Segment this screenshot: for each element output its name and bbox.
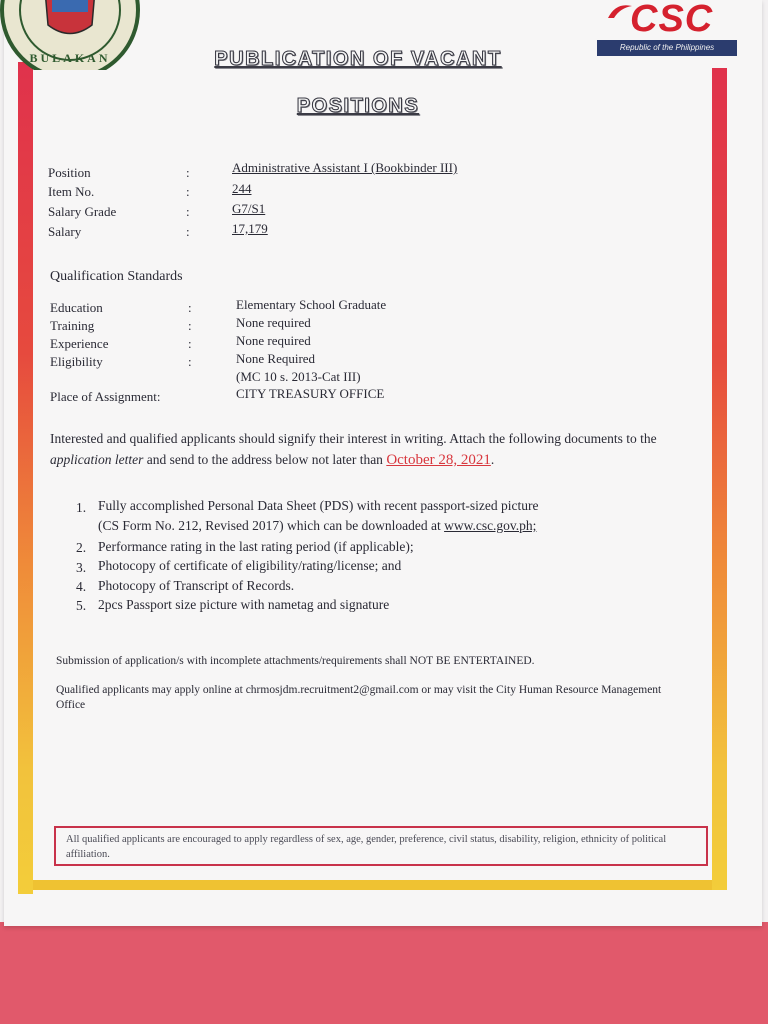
list-item: Photocopy of Transcript of Records. xyxy=(98,578,295,593)
instructions-end: . xyxy=(490,452,495,467)
page-title-line1: PUBLICATION OF VACANT xyxy=(214,48,502,70)
colon: : xyxy=(188,354,192,369)
submission-note: Submission of application/s with incomplete attachments/requirements shall NOT BE ENTERTAINED. xyxy=(56,655,535,667)
csc-logo: CSC xyxy=(630,0,714,40)
item-no-value: 244 xyxy=(232,181,252,196)
assignment-value: CITY TREASURY OFFICE xyxy=(236,386,385,401)
csc-website-link[interactable]: www.csc.gov.ph; xyxy=(444,518,537,533)
border-right xyxy=(712,68,727,890)
colon: : xyxy=(186,224,190,239)
border-bottom xyxy=(33,880,712,890)
equal-opportunity-box xyxy=(54,826,708,866)
list-number: 4. xyxy=(76,579,87,594)
list-item-text: (CS Form No. 212, Revised 2017) which can be downloaded at xyxy=(98,518,445,533)
page-title-line2: POSITIONS xyxy=(296,95,420,117)
colon: : xyxy=(188,300,192,315)
education-value: Elementary School Graduate xyxy=(236,297,387,312)
education-label: Education xyxy=(50,300,103,315)
list-number: 5. xyxy=(76,598,87,613)
instructions-text: Interested and qualified applicants should signify their interest in writing. Attach the following documents to the xyxy=(50,431,657,446)
position-label: Position xyxy=(48,165,91,180)
instructions-paragraph xyxy=(50,428,690,471)
eligibility-label: Eligibility xyxy=(50,354,103,369)
border-left xyxy=(18,62,33,894)
list-item-continued xyxy=(98,518,536,534)
equal-opportunity-text: All qualified applicants are encouraged to apply regardless of sex, age, gender, preference, civil status, disability, religion, ethnicity of political affiliation. xyxy=(66,834,667,860)
eligibility-value: None Required xyxy=(236,351,316,366)
list-number: 1. xyxy=(76,500,87,515)
online-application-note: Qualified applicants may apply online at chrmosjdm.recruitment2@gmail.com or may visit the City Human Resource Management Office xyxy=(56,684,662,711)
csc-logo-subtitle: Republic of the Philippines xyxy=(597,40,737,56)
assignment-label: Place of Assignment: xyxy=(50,389,161,404)
salary-value: 17,179 xyxy=(232,221,268,236)
colon: : xyxy=(186,165,190,180)
colon: : xyxy=(188,318,192,333)
list-item: 2pcs Passport size picture with nametag and signature xyxy=(98,597,390,612)
list-item: Performance rating in the last rating period (if applicable); xyxy=(98,539,414,554)
qualification-heading: Qualification Standards xyxy=(50,269,183,284)
list-number: 3. xyxy=(76,560,87,575)
training-label: Training xyxy=(50,318,95,333)
colon: : xyxy=(188,336,192,351)
instructions-text-2: and send to the address below not later than xyxy=(143,452,387,467)
salary-grade-value: G7/S1 xyxy=(232,201,266,216)
experience-label: Experience xyxy=(50,336,109,351)
eligibility-note: (MC 10 s. 2013-Cat III) xyxy=(236,369,361,384)
background-surface xyxy=(0,922,768,1024)
list-item: Photocopy of certificate of eligibility/rating/license; and xyxy=(98,558,402,573)
colon: : xyxy=(186,184,190,199)
instructions-italic: application letter xyxy=(50,452,144,467)
salary-label: Salary xyxy=(48,224,82,239)
training-value: None required xyxy=(236,315,311,330)
colon: : xyxy=(186,204,190,219)
list-number: 2. xyxy=(76,540,87,555)
seal-text: BULAKAN xyxy=(29,51,111,65)
item-no-label: Item No. xyxy=(48,184,95,199)
position-value: Administrative Assistant I (Bookbinder III) xyxy=(232,160,458,175)
deadline-date: October 28, 2021 xyxy=(386,452,491,468)
experience-value: None required xyxy=(236,333,311,348)
list-item: Fully accomplished Personal Data Sheet (PDS) with recent passport-sized picture xyxy=(98,498,539,513)
salary-grade-label: Salary Grade xyxy=(48,204,117,219)
